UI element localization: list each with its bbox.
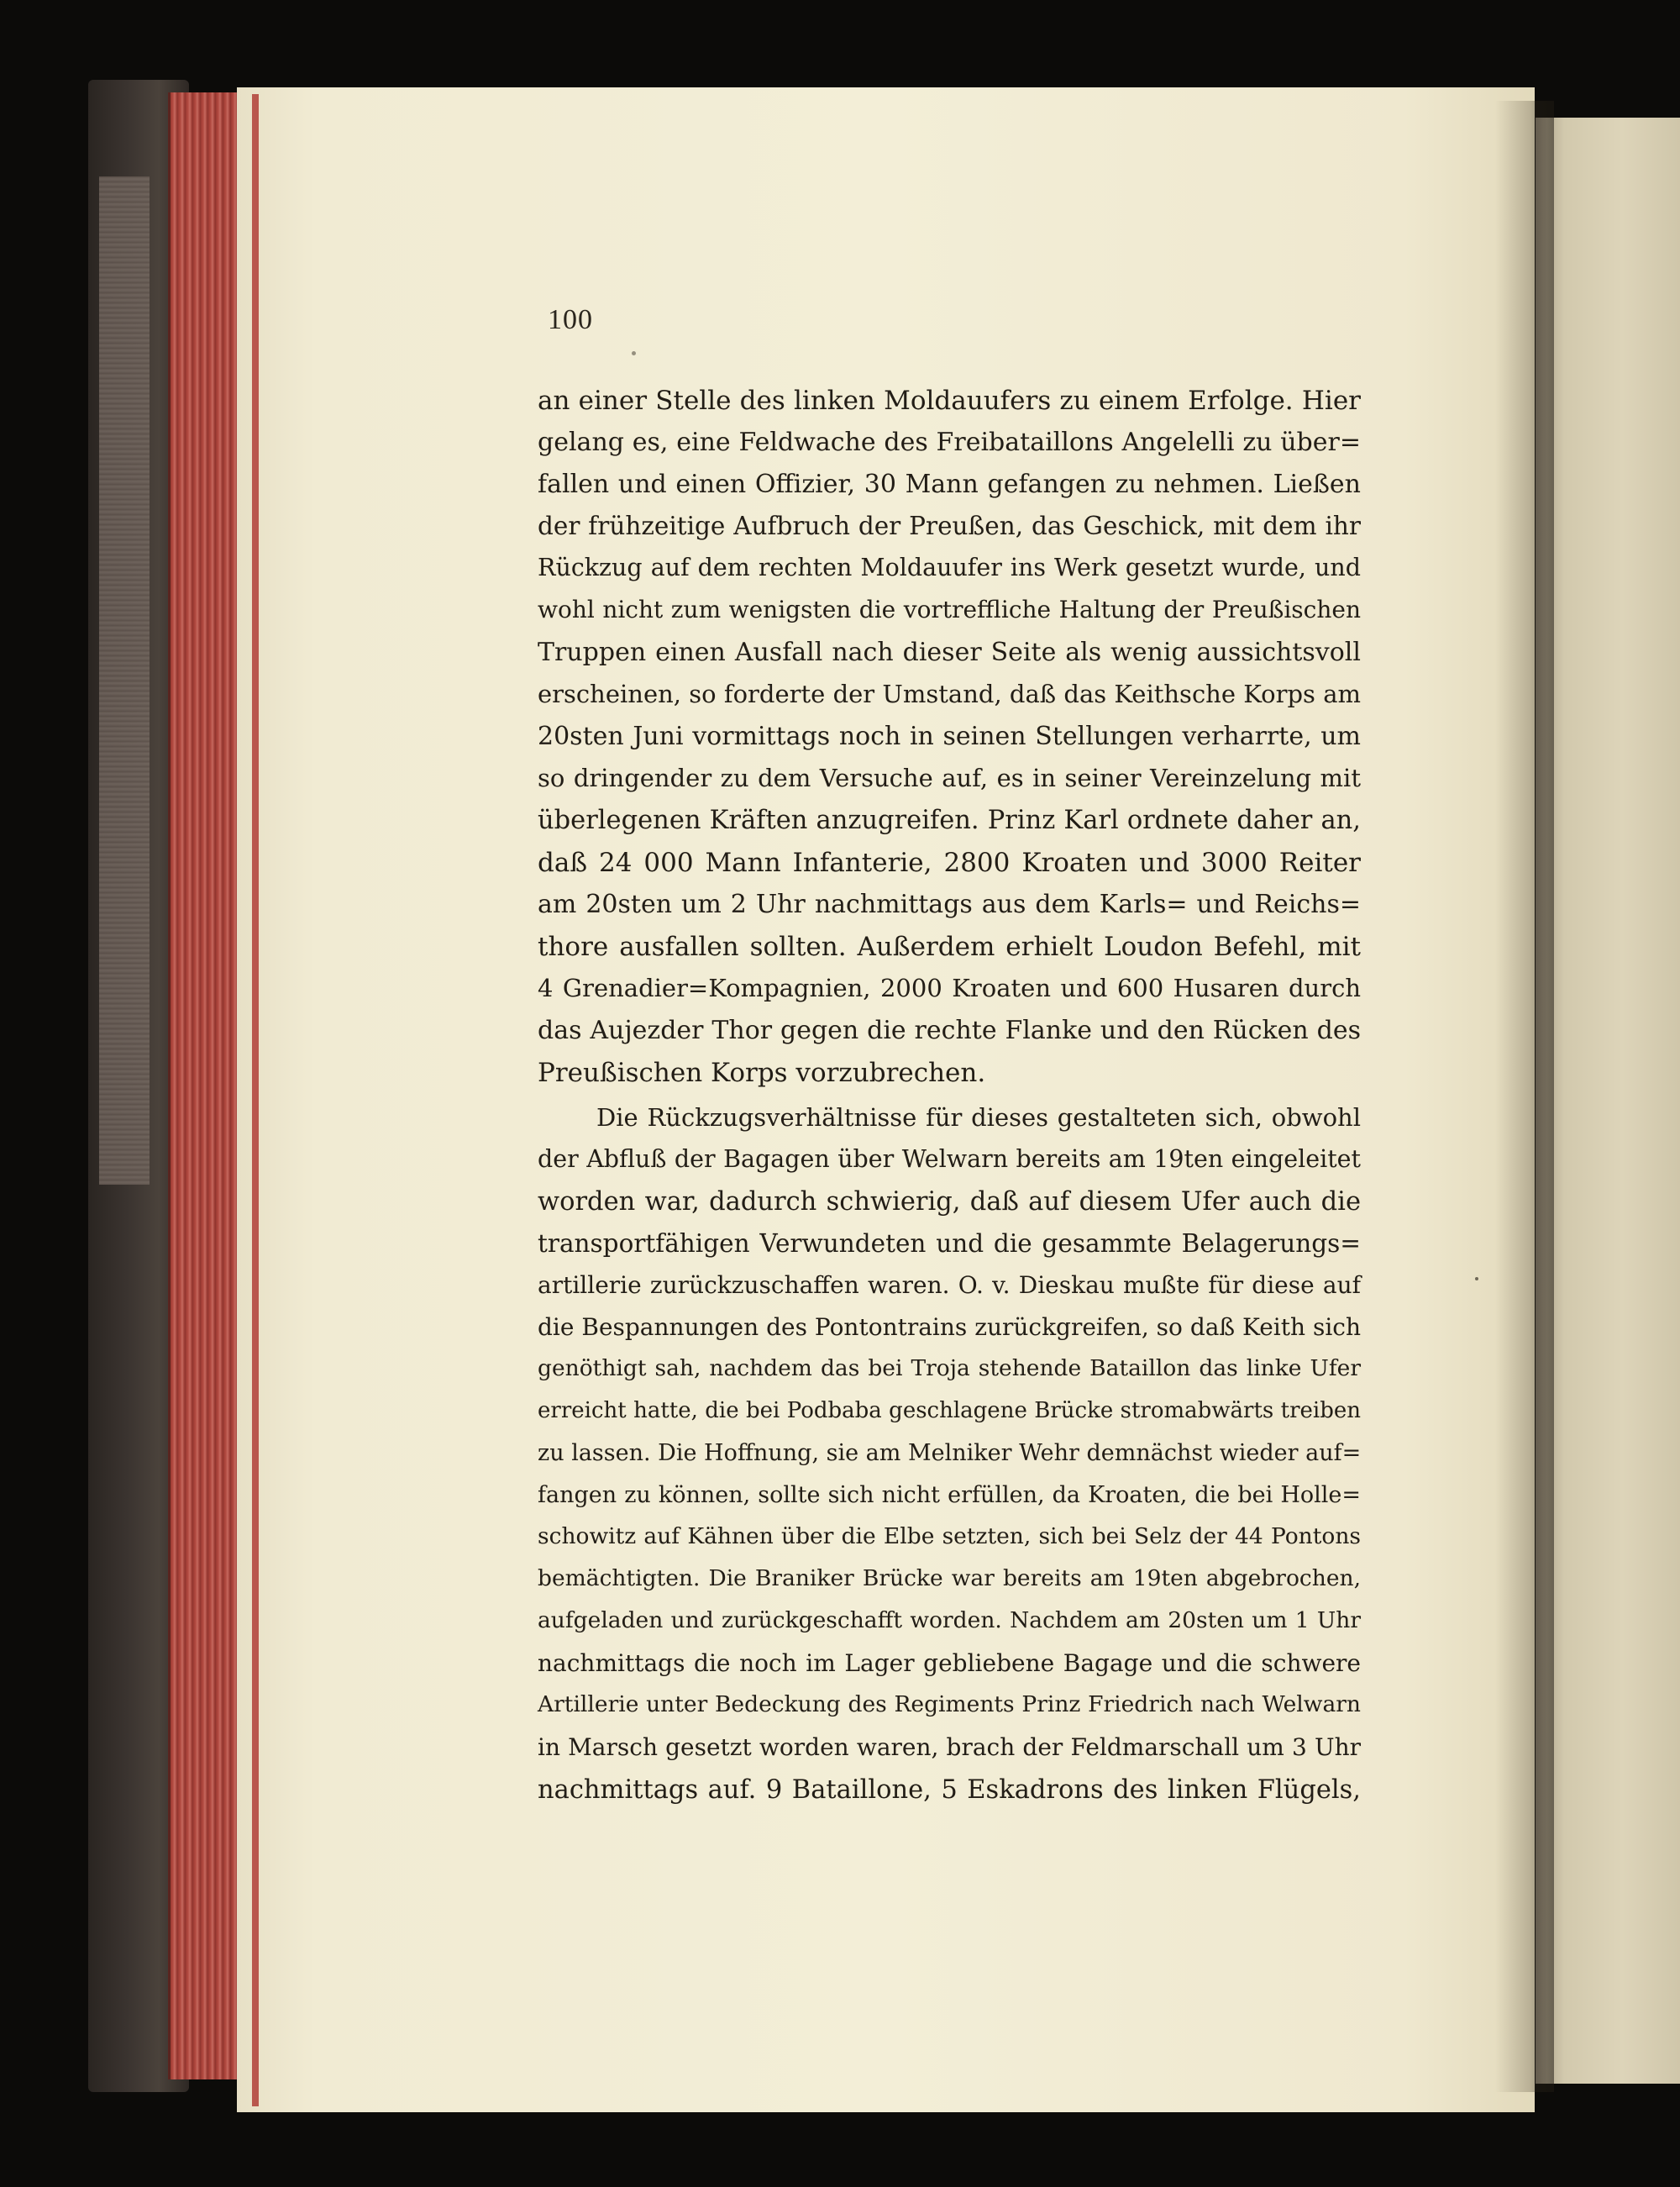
text-line: an einer Stelle des linken Moldauufers zu einem Erfolge. Hier: [538, 386, 1361, 416]
text-line: transportfähigen Verwundeten und die gesammte Belagerungs=: [538, 1229, 1361, 1258]
text-line: Artillerie unter Bedeckung des Regiments Prinz Friedrich nach Welwarn: [538, 1691, 1361, 1717]
text-line: das Aujezder Thor gegen die rechte Flanke und den Rücken des: [538, 1016, 1361, 1045]
paper-speck: [632, 351, 636, 355]
page-red-edge: [252, 94, 259, 2106]
text-line: wohl nicht zum wenigsten die vortreffliche Haltung der Preußischen: [538, 596, 1361, 623]
text-line: nachmittags auf. 9 Bataillone, 5 Eskadrons des linken Flügels,: [538, 1775, 1361, 1805]
text-line: in Marsch gesetzt worden waren, brach der Feldmarschall um 3 Uhr: [538, 1733, 1361, 1761]
text-line: zu lassen. Die Hoffnung, sie am Melniker Wehr demnächst wieder auf=: [538, 1440, 1362, 1466]
text-line: am 20sten um 2 Uhr nachmittags aus dem Karls= und Reichs=: [538, 890, 1361, 919]
text-line: Preußischen Korps vorzubrechen.: [538, 1058, 986, 1088]
paper-speck: [1475, 1277, 1478, 1280]
text-line: daß 24 000 Mann Infanterie, 2800 Kroaten und 3000 Reiter: [538, 848, 1361, 878]
text-line: Truppen einen Ausfall nach dieser Seite als wenig aussichtsvoll: [538, 638, 1361, 667]
text-line: überlegenen Kräften anzugreifen. Prinz Karl ordnete daher an,: [538, 806, 1361, 835]
text-line: Rückzug auf dem rechten Moldauufer ins Werk gesetzt wurde, und: [538, 554, 1361, 581]
page-number: 100: [548, 304, 593, 335]
text-line: aufgeladen und zurückgeschafft worden. Nachdem am 20sten um 1 Uhr: [538, 1607, 1361, 1633]
text-line: der Abfluß der Bagagen über Welwarn bereits am 19ten eingeleitet: [538, 1145, 1361, 1173]
cover-cloth-band: [99, 176, 150, 1185]
text-line: der frühzeitige Aufbruch der Preußen, das Geschick, mit dem ihr: [538, 512, 1361, 540]
text-line: thore ausfallen sollten. Außerdem erhielt Loudon Befehl, mit: [538, 932, 1361, 962]
text-line: fallen und einen Offizier, 30 Mann gefangen zu nehmen. Ließen: [538, 470, 1361, 499]
text-line: Die Rückzugsverhältnisse für dieses gestalteten sich, obwohl: [596, 1103, 1361, 1132]
text-line: schowitz auf Kähnen über die Elbe setzten, sich bei Selz der 44 Pontons: [538, 1523, 1361, 1549]
text-line: gelang es, eine Feldwache des Freibataillons Angelelli zu über=: [538, 428, 1361, 457]
text-line: erscheinen, so forderte der Umstand, daß das Keithsche Korps am: [538, 680, 1361, 708]
text-line: fangen zu können, sollte sich nicht erfüllen, da Kroaten, die bei Holle=: [538, 1482, 1361, 1508]
text-line: so dringender zu dem Versuche auf, es in seiner Vereinzelung mit: [538, 764, 1361, 792]
text-line: worden war, dadurch schwierig, daß auf diesem Ufer auch die: [538, 1187, 1361, 1217]
text-line: nachmittags die noch im Lager gebliebene Bagage und die schwere: [538, 1649, 1361, 1677]
text-line: genöthigt sah, nachdem das bei Troja stehende Bataillon das linke Ufer: [538, 1355, 1361, 1381]
text-line: bemächtigten. Die Braniker Brücke war bereits am 19ten abgebrochen,: [538, 1565, 1361, 1591]
text-line: 4 Grenadier=Kompagnien, 2000 Kroaten und 600 Husaren durch: [538, 974, 1361, 1002]
text-line: artillerie zurückzuschaffen waren. O. v. Dieskau mußte für diese auf: [538, 1271, 1361, 1299]
text-line: die Bespannungen des Pontontrains zurückgreifen, so daß Keith sich: [538, 1313, 1361, 1341]
text-line: erreicht hatte, die bei Podbaba geschlagene Brücke stromabwärts treiben: [538, 1398, 1361, 1423]
facing-page-edge: [1536, 118, 1680, 2084]
text-line: 20sten Juni vormittags noch in seinen Stellungen verharrte, um: [538, 722, 1361, 751]
gutter-shadow: [1495, 101, 1554, 2092]
